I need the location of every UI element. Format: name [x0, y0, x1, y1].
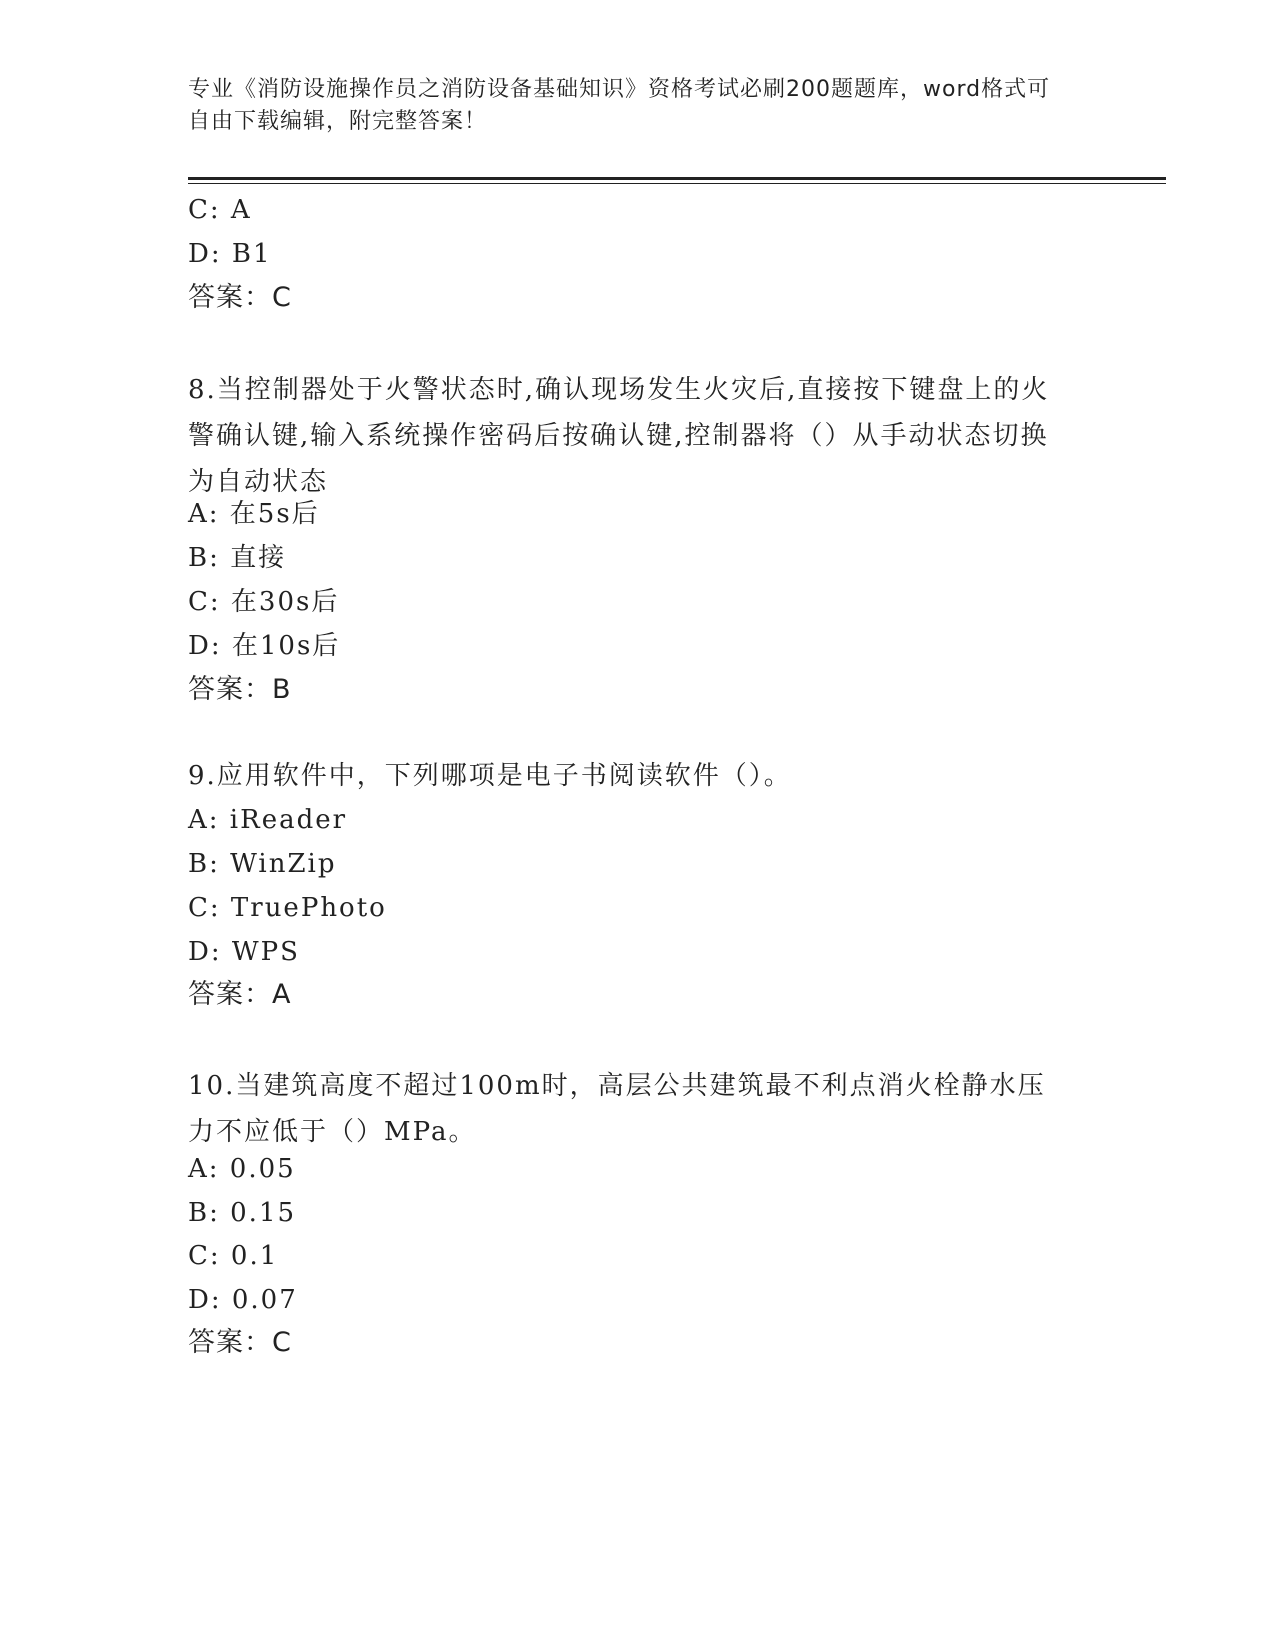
- header-divider-thick: [188, 177, 1166, 180]
- question-8-stem: 8.当控制器处于火警状态时,确认现场发生火灾后,直接按下键盘上的火警确认键,输入系统操作密码后按确认键,控制器将（）从手动状态切换为自动状态: [188, 375, 1050, 497]
- question-9-option-d: D: WPS: [188, 937, 300, 967]
- question-10-stem: 10.当建筑高度不超过100m时，高层公共建筑最不利点消火栓静水压力不应低于（）MPa。: [188, 1071, 1046, 1147]
- prev-option-c: C: A: [188, 195, 252, 225]
- question-8-answer: 答案：B: [188, 674, 292, 705]
- question-8-option-a: A: 在5s后: [188, 499, 320, 529]
- question-8-option-b: B: 直接: [188, 543, 287, 573]
- question-9-answer: 答案：A: [188, 979, 292, 1010]
- question-10-answer: 答案：C: [188, 1327, 292, 1358]
- question-10-option-c: C: 0.1: [188, 1241, 279, 1271]
- question-10-option-d: D: 0.07: [188, 1285, 298, 1315]
- question-8-option-d: D: 在10s后: [188, 631, 341, 661]
- question-9-stem: 9.应用软件中，下列哪项是电子书阅读软件（）。: [188, 761, 792, 791]
- prev-option-d: D: B1: [188, 239, 272, 269]
- question-9-option-c: C: TruePhoto: [188, 893, 387, 923]
- question-9-option-b: B: WinZip: [188, 849, 337, 879]
- question-10-option-b: B: 0.15: [188, 1198, 297, 1228]
- document-header: 专业《消防设施操作员之消防设备基础知识》资格考试必刷200题题库，word格式可自由下载编辑，附完整答案！: [188, 77, 1051, 134]
- question-10-option-a: A: 0.05: [188, 1154, 296, 1184]
- header-divider-thin: [188, 183, 1166, 184]
- question-8-option-c: C: 在30s后: [188, 587, 340, 617]
- prev-answer: 答案：C: [188, 282, 292, 313]
- question-9-option-a: A: iReader: [188, 805, 348, 835]
